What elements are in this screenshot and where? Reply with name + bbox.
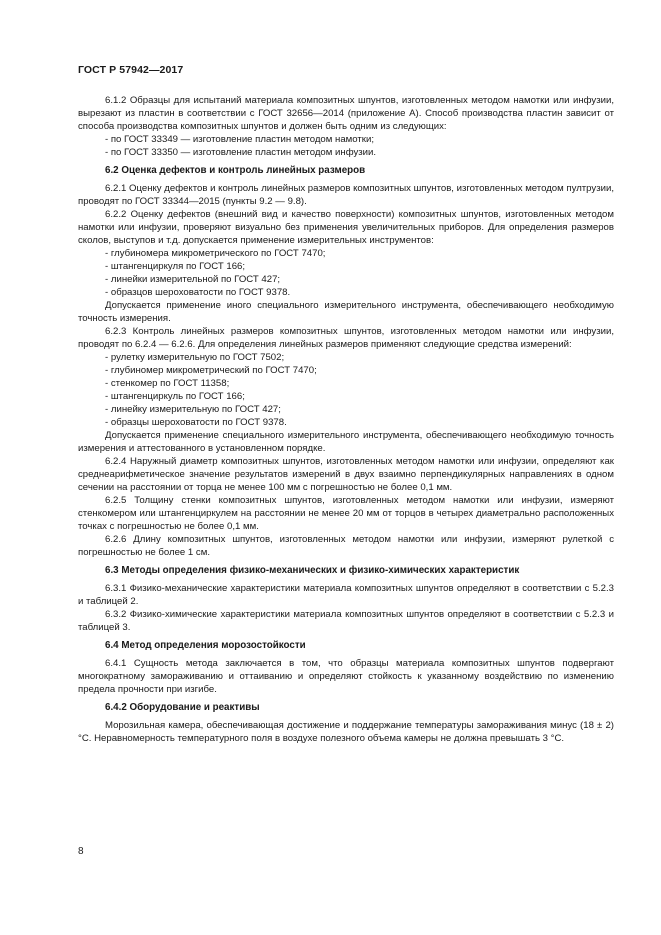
list-item: - образцов шероховатости по ГОСТ 9378. — [105, 287, 291, 298]
page-number: 8 — [78, 846, 84, 857]
paragraph: 6.2.1 Оценку дефектов и контроль линейных размеров композитных шпунтов, изготовленных методом пултрузии, проводят по ГОСТ 33344—2015 (пункты 9.2 — 9.8). — [78, 183, 614, 207]
paragraph: 6.2.2 Оценку дефектов (внешний вид и качество поверхности) композитных шпунтов, изготовленных методом намотки или инфузии, проверяют визуально без применения увеличительных приборов. Для определения размеров сколов, выступов и т.д. допускается применение измерительных инструментов: — [78, 209, 614, 246]
list-item: - глубиномера микрометрического по ГОСТ 7470; — [105, 248, 326, 259]
section-heading: 6.4.2 Оборудование и реактивы — [105, 702, 260, 713]
paragraph: Морозильная камера, обеспечивающая достижение и поддержание температуры замораживания минус (18 ± 2) °С. Неравномерность температурного поля в воздухе полезного объема камеры не должна превышать 3 °С. — [78, 720, 614, 744]
list-item: - по ГОСТ 33350 — изготовление пластин методом инфузии. — [105, 147, 377, 158]
list-item: - штангенциркуль по ГОСТ 166; — [105, 391, 245, 402]
paragraph: 6.3.1 Физико-механические характеристики материала композитных шпунтов определяют в соответствии с 5.2.3 и таблицей 2. — [78, 583, 614, 607]
list-item: - рулетку измерительную по ГОСТ 7502; — [105, 352, 285, 363]
standard-header: ГОСТ Р 57942—2017 — [78, 64, 184, 76]
paragraph: 6.2.3 Контроль линейных размеров композитных шпунтов, изготовленных методом намотки или инфузии, проводят по 6.2.4 — 6.2.6. Для определения линейных размеров применяют следующие средства измерений: — [78, 326, 614, 350]
list-item: - стенкомер по ГОСТ 11358; — [105, 378, 230, 389]
list-item: - по ГОСТ 33349 — изготовление пластин методом намотки; — [105, 134, 375, 145]
paragraph: 6.3.2 Физико-химические характеристики материала композитных шпунтов определяют в соответствии с 5.2.3 и таблицей 3. — [78, 609, 614, 633]
document-body — [78, 94, 614, 745]
paragraph: Допускается применение специального измерительного инструмента, обеспечивающего необходимую точность измерения и аттестованного в установленном порядке. — [78, 430, 614, 454]
list-item: - линейки измерительной по ГОСТ 427; — [105, 274, 281, 285]
section-heading: 6.3 Методы определения физико-механических и физико-химических характеристик — [105, 565, 520, 576]
list-item: - линейку измерительную по ГОСТ 427; — [105, 404, 281, 415]
section-heading: 6.4 Метод определения морозостойкости — [105, 640, 306, 651]
section-heading: 6.2 Оценка дефектов и контроль линейных размеров — [105, 165, 366, 176]
list-item: - штангенциркуля по ГОСТ 166; — [105, 261, 246, 272]
list-item: - глубиномер микрометрический по ГОСТ 7470; — [105, 365, 317, 376]
list-item: - образцы шероховатости по ГОСТ 9378. — [105, 417, 287, 428]
paragraph: Допускается применение иного специального измерительного инструмента, обеспечивающего необходимую точность измерения. — [78, 300, 614, 324]
paragraph: 6.2.5 Толщину стенки композитных шпунтов, изготовленных методом намотки или инфузии, измеряют стенкомером или штангенциркулем на расстоянии не менее 20 мм от торцов в четырех диаметрально расположенных точках с погрешностью не более 0,1 мм. — [78, 495, 614, 532]
paragraph: 6.1.2 Образцы для испытаний материала композитных шпунтов, изготовленных методом намотки или инфузии, вырезают из пластин в соответствии с ГОСТ 32656—2014 (приложение А). Способ производства пластин зависит от способа производства композитных шпунтов и должен быть одним из следующих: — [78, 95, 614, 132]
paragraph: 6.4.1 Сущность метода заключается в том, что образцы материала композитных шпунтов подвергают многократному замораживанию и оттаиванию и определяют стойкость к указанному воздействию по изменению предела прочности при изгибе. — [78, 658, 614, 695]
paragraph: 6.2.4 Наружный диаметр композитных шпунтов, изготовленных методом намотки или инфузии, определяют как среднеарифметическое значение результатов измерений в двух взаимно перпендикулярных направлениях в одном сечении на расстоянии от торца не менее 100 мм с погрешностью не более 0,1 мм. — [78, 456, 614, 493]
paragraph: 6.2.6 Длину композитных шпунтов, изготовленных методом намотки или инфузии, измеряют рулеткой с погрешностью не более 1 см. — [78, 534, 614, 558]
